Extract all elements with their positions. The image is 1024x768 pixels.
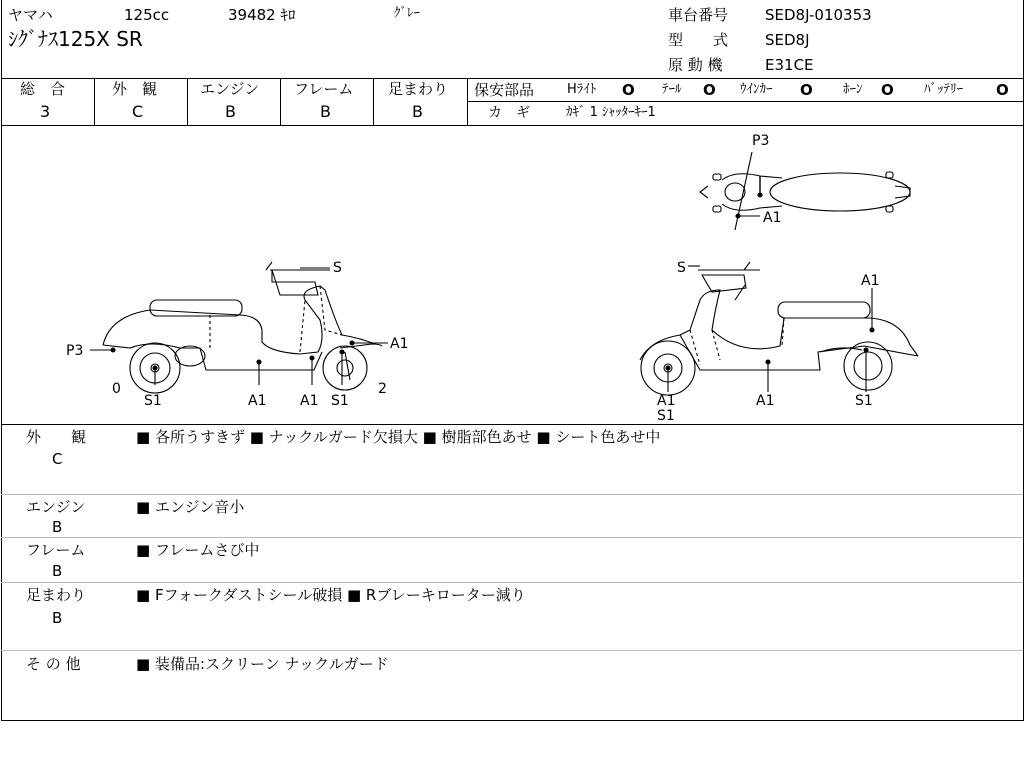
left-mark-p3: P3 [66, 343, 84, 359]
grade-label-exterior: 外 観 [112, 80, 158, 98]
note-text: ■ エンジン音小 [136, 498, 245, 516]
left-mark-0: 0 [112, 381, 121, 397]
right-mark-a1-front: A1 [657, 393, 676, 409]
model-name: ｼｸﾞﾅｽ125X SR [8, 27, 143, 51]
damage-diagram [0, 126, 1024, 424]
safety-item-headlight: Hﾗｲﾄ [567, 82, 597, 97]
left-mark-a1-floor: A1 [248, 393, 267, 409]
scooter-top-view [700, 152, 910, 230]
left-mark-s: S [333, 260, 342, 276]
grade-value-exterior: C [132, 102, 144, 121]
safety-item-battery: ﾊﾞｯﾃﾘｰ [924, 82, 963, 97]
note-category: フレーム [26, 541, 86, 559]
left-mark-s1-rear: S1 [144, 393, 162, 409]
note-category: そ の 他 [26, 655, 81, 673]
note-text: ■ 各所うすきず ■ ナックルガード欠損大 ■ 樹脂部色あせ ■ シート色あせ中 [136, 428, 661, 446]
safety-mark-winker: O [800, 81, 813, 99]
right-mark-a1-floor: A1 [756, 393, 775, 409]
note-text: ■ フレームさび中 [136, 541, 260, 559]
right-mark-a1-top: A1 [861, 273, 880, 289]
left-mark-s1-front: S1 [331, 393, 349, 409]
safety-item-winker: ｳｲﾝｶｰ [740, 82, 773, 97]
safety-mark-tail: O [703, 81, 716, 99]
displacement: 125cc [124, 6, 170, 24]
grade-label-overall: 総 合 [20, 80, 66, 98]
right-mark-s1-front: S1 [657, 408, 675, 424]
safety-mark-headlight: O [622, 81, 635, 99]
left-mark-a1-leg: A1 [300, 393, 319, 409]
grade-value-frame: B [320, 102, 331, 121]
engine-label: 原 動 機 [668, 56, 723, 74]
note-category: 外 観 [26, 428, 87, 446]
safety-item-horn: ﾎｰﾝ [843, 82, 863, 97]
safety-item-tail: ﾃｰﾙ [662, 82, 682, 97]
left-mark-2: 2 [378, 381, 387, 397]
grade-value-suspension: B [412, 102, 423, 121]
model-type-label: 型 式 [668, 31, 729, 49]
safety-label: 保安部品 [474, 81, 535, 99]
safety-mark-battery: O [996, 81, 1009, 99]
safety-mark-horn: O [881, 81, 894, 99]
key-label: カ ギ [488, 105, 530, 121]
engine-no: E31CE [765, 56, 814, 74]
maker: ヤマハ [8, 6, 53, 24]
grade-value-overall: 3 [40, 102, 51, 121]
color: ｸﾞﾚｰ [394, 6, 420, 21]
right-mark-s: S [677, 260, 686, 276]
left-mark-a1-front: A1 [390, 336, 409, 352]
grade-label-frame: フレーム [294, 80, 354, 98]
note-grade: C [52, 450, 63, 468]
note-category: 足まわり [26, 586, 87, 604]
grade-value-engine: B [225, 102, 236, 121]
scooter-left-view [90, 262, 388, 393]
note-grade: B [52, 609, 63, 627]
frame-no: SED8J-010353 [765, 6, 872, 24]
note-grade: B [52, 518, 63, 536]
grade-label-suspension: 足まわり [388, 80, 449, 98]
note-text: ■ Fフォークダストシール破損 ■ Rブレーキローター減り [136, 586, 526, 604]
top-mark-a1: A1 [763, 210, 782, 226]
mileage: 39482 ｷﾛ [228, 6, 296, 24]
grade-label-engine: エンジン [200, 80, 260, 98]
frame-no-label: 車台番号 [668, 6, 729, 24]
note-text: ■ 装備品:スクリーン ナックルガード [136, 655, 389, 673]
top-mark-p3: P3 [752, 133, 770, 149]
model-type: SED8J [765, 31, 810, 49]
key-value: ｶｷﾞ 1 ｼｬｯﾀｰｷｰ1 [566, 105, 656, 120]
note-category: エンジン [26, 498, 86, 516]
right-mark-s1-rear: S1 [855, 393, 873, 409]
note-grade: B [52, 562, 63, 580]
